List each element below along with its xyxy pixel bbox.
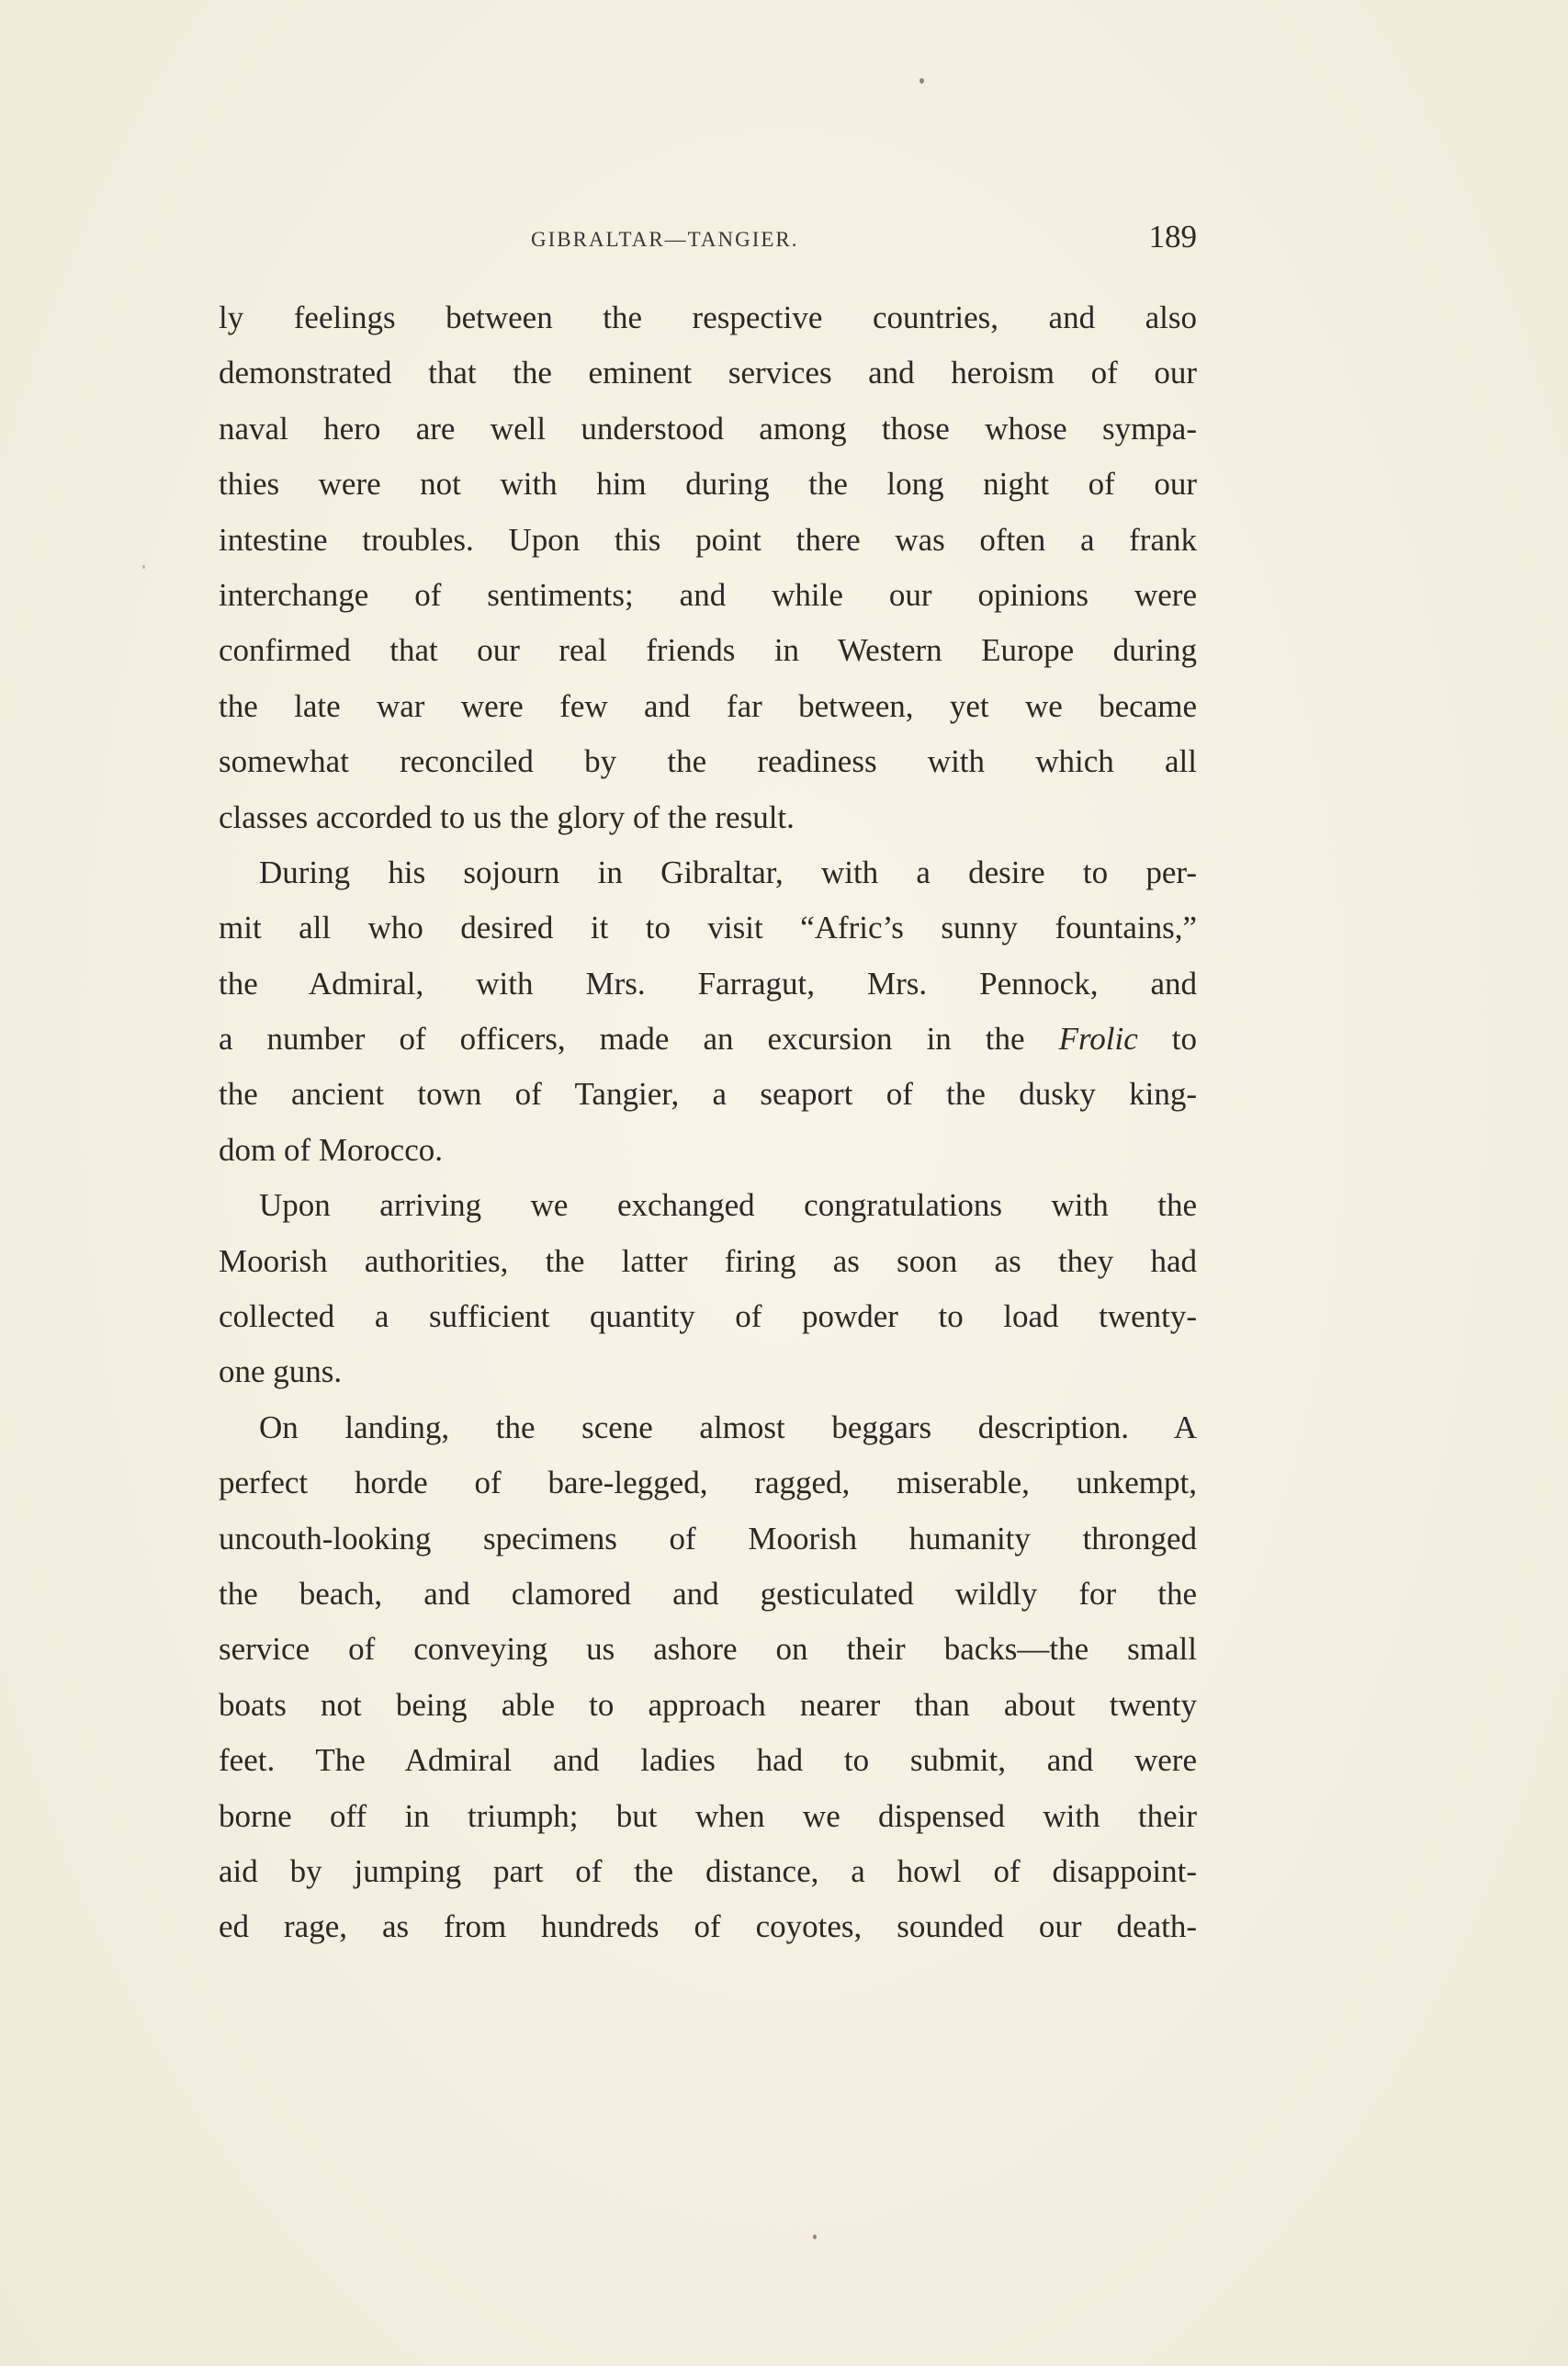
text-line: the late war were few and far between, yet we became: [219, 687, 1197, 724]
text-line: ed rage, as from hundreds of coyotes, sounded our death-: [219, 1908, 1197, 1945]
text-line: classes accorded to us the glory of the result.: [219, 798, 795, 835]
text-line: [219, 1012, 1197, 1067]
text-line: intestine troubles. Upon this point there was often a frank: [219, 521, 1197, 558]
text-line: mit all who desired it to visit “Afric’s sunny fountains,”: [219, 910, 1197, 946]
text-line: borne off in triumph; but when we dispensed with their: [219, 1797, 1197, 1834]
text-segment: a number of officers, made an excursion in the: [219, 1021, 1059, 1058]
text-line: Upon arriving we exchanged congratulations with the: [259, 1187, 1197, 1224]
text-line: boats not being able to approach nearer than about twenty: [219, 1686, 1197, 1723]
text-line: perfect horde of bare-legged, ragged, miserable, unkempt,: [219, 1465, 1197, 1501]
body-text: [219, 290, 1197, 1955]
text-line: On landing, the scene almost beggars description. A: [259, 1409, 1197, 1445]
page-number: 189: [1148, 219, 1197, 255]
paper-speck: [919, 78, 924, 84]
paper-speck: [142, 565, 145, 569]
running-title: GIBRALTAR—TANGIER.: [531, 228, 799, 251]
text-line: interchange of sentiments; and while our opinions were: [219, 576, 1197, 613]
running-head: [219, 219, 1197, 259]
text-line: demonstrated that the eminent services and heroism of our: [219, 355, 1197, 391]
text-line: ly feelings between the respective countries, and also: [219, 300, 1197, 335]
text-line: collected a sufficient quantity of powder to load twenty-: [219, 1298, 1197, 1335]
ship-name: Frolic: [1058, 1021, 1138, 1058]
text-line: naval hero are well understood among those whose sympa-: [219, 410, 1197, 447]
text-line: somewhat reconciled by the readiness with which all: [219, 743, 1197, 780]
text-line: the ancient town of Tangier, a seaport of the dusky king-: [219, 1076, 1197, 1113]
text-line: aid by jumping part of the distance, a howl of disappoint-: [219, 1852, 1197, 1889]
text-line: confirmed that our real friends in Western Europe during: [219, 632, 1197, 669]
paper-speck: [813, 2235, 817, 2239]
text-line: dom of Morocco.: [219, 1131, 443, 1168]
text-segment: to: [1137, 1021, 1197, 1058]
text-line: service of conveying us ashore on their backs—the small: [219, 1631, 1197, 1668]
text-line: During his sojourn in Gibraltar, with a desire to per-: [259, 854, 1197, 890]
text-line: one guns.: [219, 1353, 343, 1390]
text-line: feet. The Admiral and ladies had to submit, and were: [219, 1742, 1197, 1779]
text-line: thies were not with him during the long night of our: [219, 466, 1197, 503]
text-line: uncouth-looking specimens of Moorish humanity thronged: [219, 1520, 1197, 1557]
text-line: the beach, and clamored and gesticulated wildly for the: [219, 1575, 1197, 1612]
text-line: the Admiral, with Mrs. Farragut, Mrs. Pennock, and: [219, 965, 1197, 1002]
text-line: Moorish authorities, the latter firing as soon as they had: [219, 1242, 1197, 1279]
